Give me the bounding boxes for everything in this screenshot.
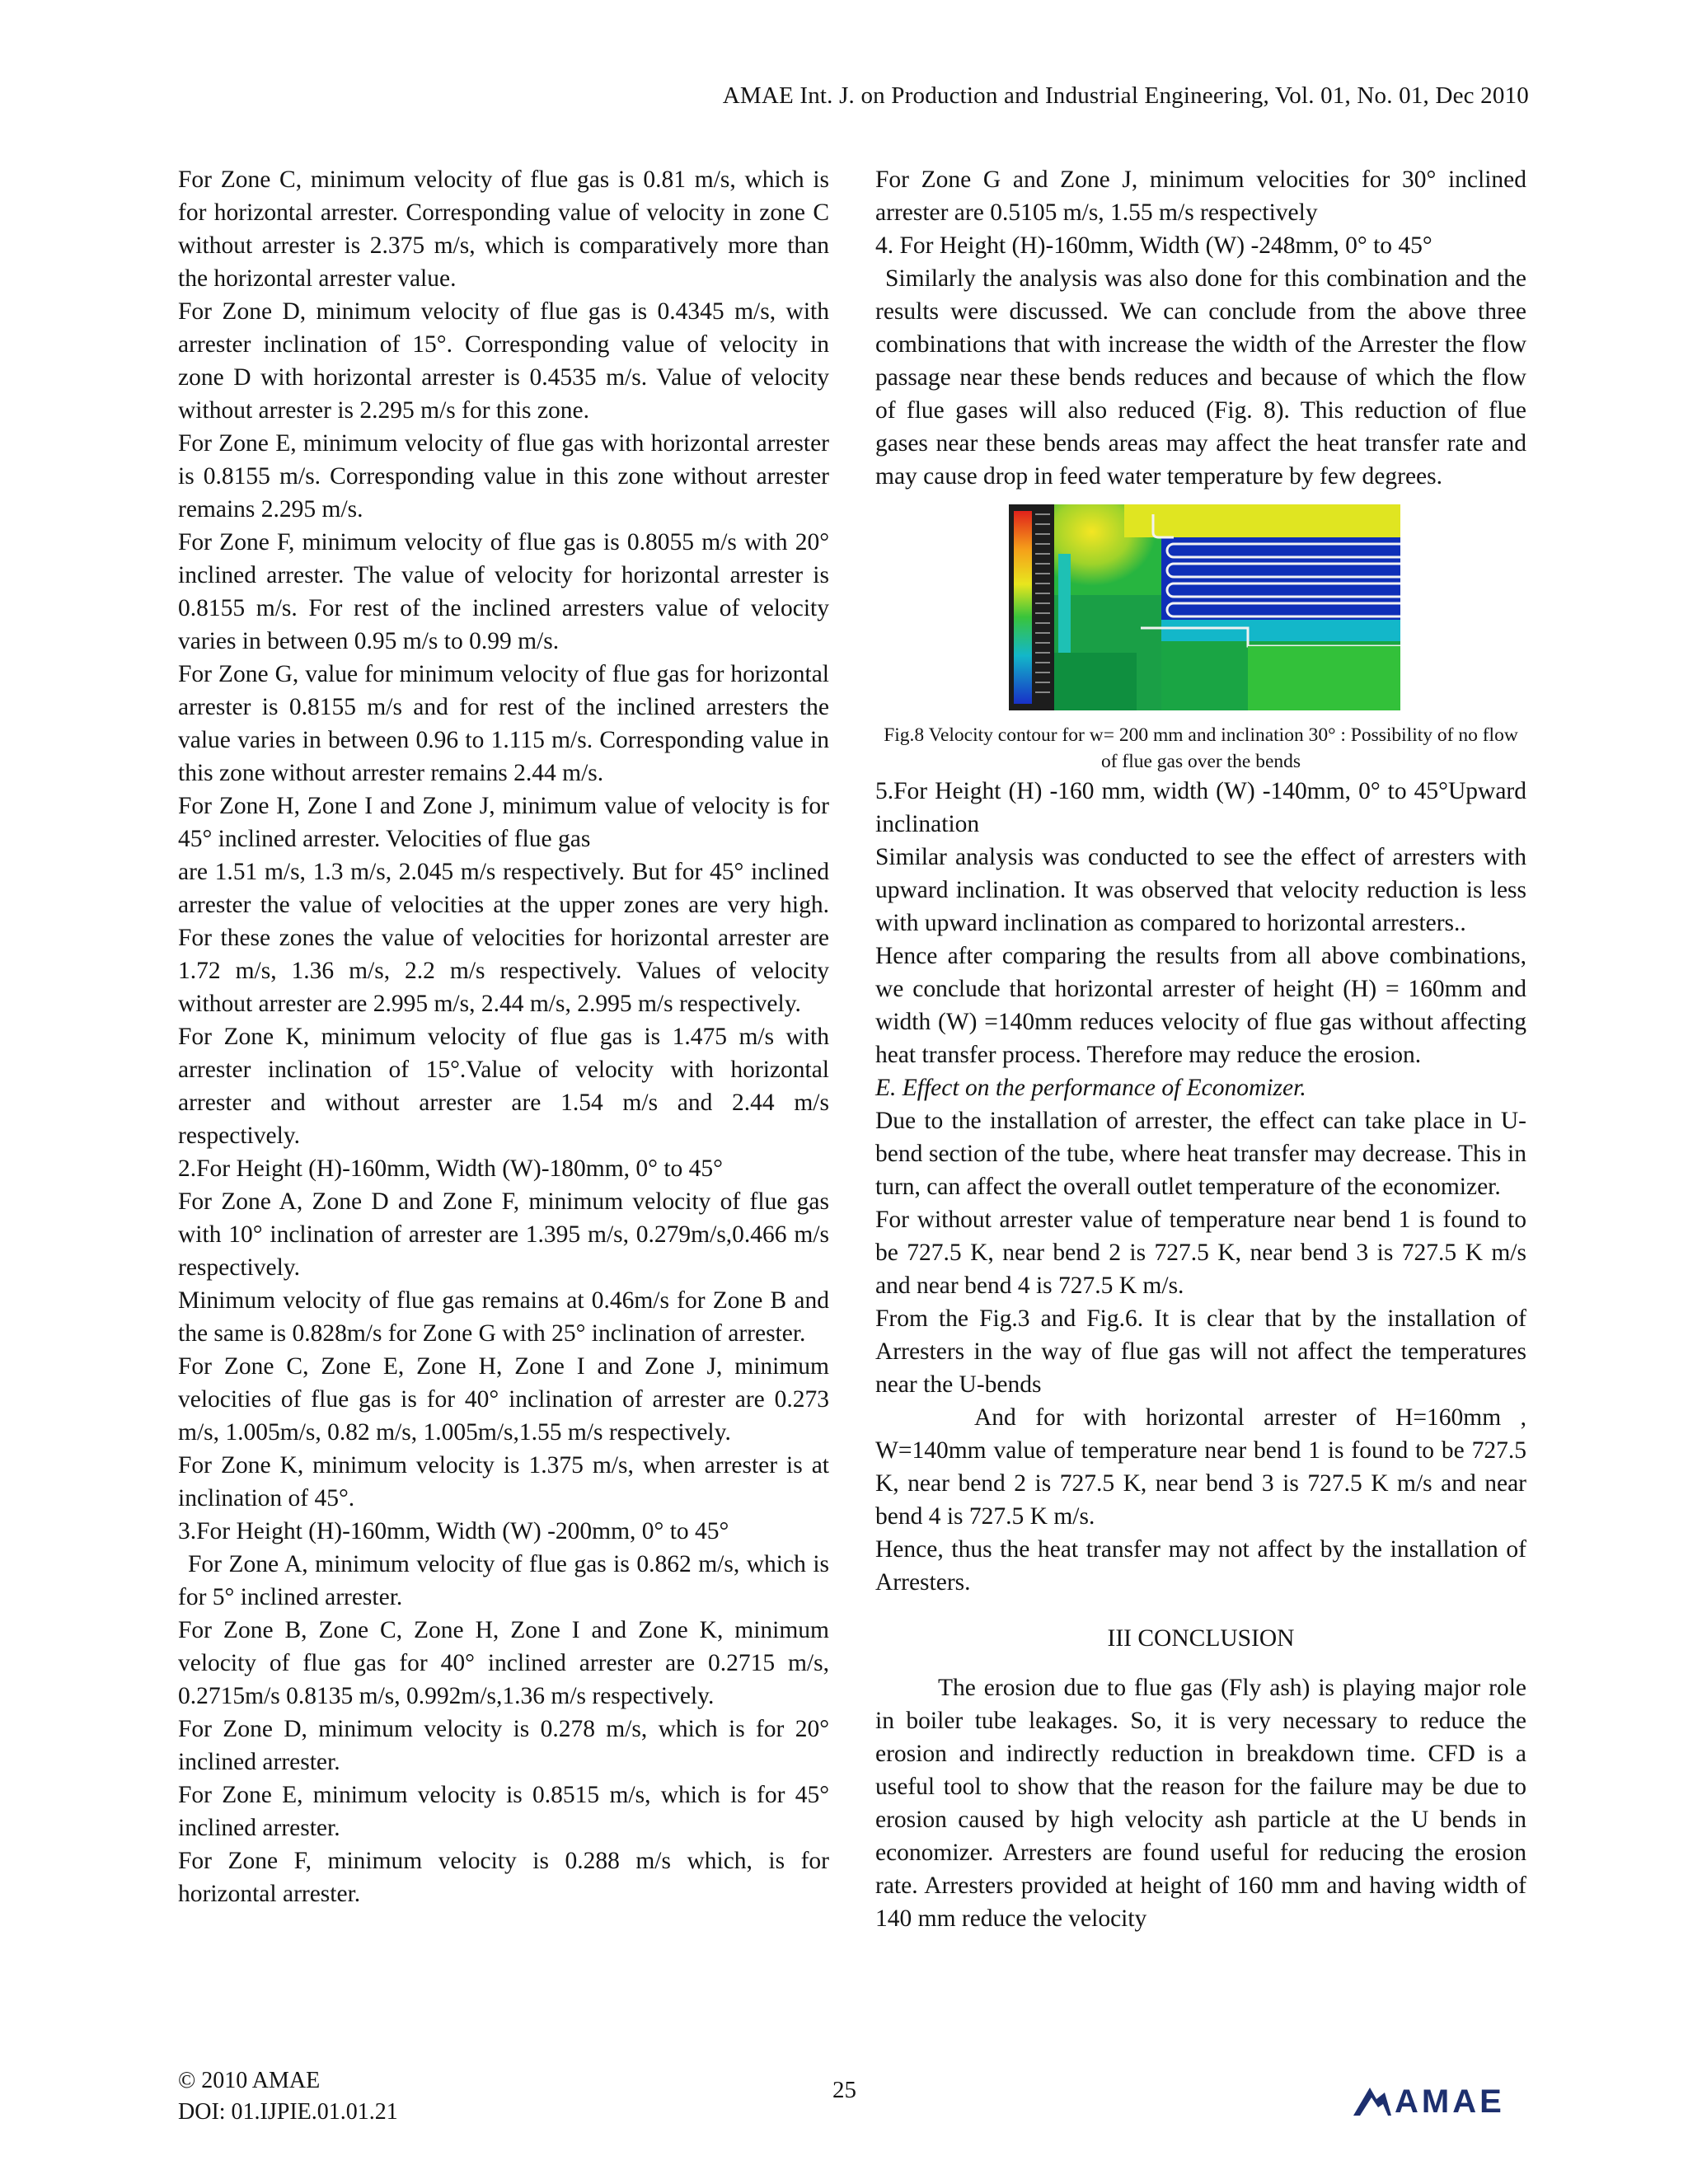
logo-text: AMAE — [1395, 2083, 1505, 2120]
paragraph: For without arrester value of temperature near bend 1 is found to be 727.5 K, near bend 2 is 727.5 K, near bend 3 is 727.5 K m/s and near bend 4 is 727.5 K m/s. — [875, 1207, 1526, 1299]
paragraph: For Zone D, minimum velocity of flue gas is 0.4345 m/s, with arrester inclination of 15°. Corresponding value of velocity in zone D with horizontal arrester is 0.4535 m/s. Value of velocity without arrester is 2.295 m/s for this zone. — [178, 298, 829, 424]
paragraph: For Zone A, Zone D and Zone F, minimum velocity of flue gas with 10° inclination of arrester are 1.395 m/s, 0.279m/s,0.466 m/s respectively. — [178, 1188, 829, 1281]
paragraph: For Zone G and Zone J, minimum velocities for 30° inclined arrester are 0.5105 m/s, 1.55 m/s respectively — [875, 166, 1526, 226]
paragraph: For Zone E, minimum velocity is 0.8515 m/s, which is for 45° inclined arrester. — [178, 1782, 829, 1841]
paragraph: Due to the installation of arrester, the effect can take place in U-bend section of the tube, where heat transfer may decrease. This in turn, can affect the overall outlet temperature of the economizer. — [875, 1108, 1526, 1200]
paragraph: For Zone A, minimum velocity of flue gas is 0.862 m/s, which is for 5° inclined arrester. — [178, 1551, 829, 1610]
page-number: 25 — [832, 2077, 856, 2103]
left-column — [178, 163, 829, 1910]
figure-caption: Fig.8 Velocity contour for w= 200 mm and inclination 30° : Possibility of no flow of flue gas over the bends — [884, 724, 1518, 772]
contour-plot-image — [1009, 504, 1400, 710]
paragraph: For Zone F, minimum velocity is 0.288 m/s which, is for horizontal arrester. — [178, 1848, 829, 1907]
amae-logo — [1352, 2083, 1525, 2121]
paragraph: Similar analysis was conducted to see the effect of arresters with upward inclination. It was observed that velocity reduction is less with upward inclination as compared to horizontal arresters.. — [875, 844, 1526, 936]
logo-mark-icon — [1352, 2083, 1393, 2121]
paragraph: For Zone H, Zone I and Zone J, minimum value of velocity is for 45° inclined arrester. Velocities of flue gas — [178, 793, 829, 852]
subsection-heading: 4. For Height (H)-160mm, Width (W) -248mm, 0° to 45° — [875, 232, 1432, 259]
paragraph: And for with horizontal arrester of H=160mm , W=140mm value of temperature near bend 1 is found to be 727.5 K, near bend 2 is 727.5 K, near bend 3 is 727.5 K m/s and near bend 4 is 727.5 K m/s. — [875, 1404, 1526, 1530]
subsection-heading: 5.For Height (H) -160 mm, width (W) -140mm, 0° to 45°Upward inclination — [875, 778, 1526, 837]
footer-left — [178, 2065, 398, 2128]
section-heading: III CONCLUSION — [1107, 1625, 1295, 1652]
right-column — [875, 163, 1526, 1935]
paragraph: For Zone F, minimum velocity of flue gas is 0.8055 m/s with 20° inclined arrester. The value of velocity for horizontal arrester is 0.8155 m/s. For rest of the inclined arresters value of velocity varies in between 0.95 m/s to 0.99 m/s. — [178, 529, 829, 654]
journal-header: AMAE Int. J. on Production and Industrial Engineering, Vol. 01, No. 01, Dec 2010 — [722, 82, 1529, 109]
paragraph: The erosion due to flue gas (Fly ash) is playing major role in boiler tube leakages. So, it is very necessary to reduce the erosion and indirectly reduction in breakdown time. CFD is a useful tool to show that the reason for the failure may be due to erosion caused by high velocity ash particle at the U bends in economizer. Arresters are found useful for reducing the erosion rate. Arresters provided at height of 160 mm and having width of 140 mm reduce the velocity — [875, 1675, 1526, 1932]
paragraph: For Zone K, minimum velocity is 1.375 m/s, when arrester is at inclination of 45°. — [178, 1452, 829, 1511]
subsection-heading: 2.For Height (H)-160mm, Width (W)-180mm, 0° to 45° — [178, 1155, 723, 1182]
paragraph: For Zone D, minimum velocity is 0.278 m/s, which is for 20° inclined arrester. — [178, 1716, 829, 1775]
doi: DOI: 01.IJPIE.01.01.21 — [178, 2099, 398, 2125]
paragraph: For Zone C, minimum velocity of flue gas is 0.81 m/s, which is for horizontal arrester. Corresponding value of velocity in zone C without arrester is 2.375 m/s, which is comparatively more than the horizontal arrester value. — [178, 166, 829, 292]
paragraph: For Zone E, minimum velocity of flue gas with horizontal arrester is 0.8155 m/s. Corresponding value in this zone without arrester remains 2.295 m/s. — [178, 430, 829, 523]
paragraph: For Zone K, minimum velocity of flue gas is 1.475 m/s with arrester inclination of 15°.Value of velocity with horizontal arrester and without arrester are 1.54 m/s and 2.44 m/s respectively. — [178, 1024, 829, 1149]
copyright: © 2010 AMAE — [178, 2068, 321, 2093]
paragraph: From the Fig.3 and Fig.6. It is clear that by the installation of Arresters in the way of flue gas will not affect the temperatures near the U-bends — [875, 1305, 1526, 1398]
paragraph: For Zone C, Zone E, Zone H, Zone I and Zone J, minimum velocities of flue gas is for 40° inclination of arrester are 0.273 m/s, 1.005m/s, 0.82 m/s, 1.005m/s,1.55 m/s respectively. — [178, 1353, 829, 1446]
paragraph: are 1.51 m/s, 1.3 m/s, 2.045 m/s respectively. But for 45° inclined arrester the value of velocities at the upper zones are very high. For these zones the value of velocities for horizontal arrester are 1.72 m/s, 1.36 m/s, 2.2 m/s respectively. Values of velocity without arrester are 2.995 m/s, 2.44 m/s, 2.995 m/s respectively. — [178, 859, 829, 1017]
paragraph: For Zone B, Zone C, Zone H, Zone I and Zone K, minimum velocity of flue gas for 40° inclined arrester are 0.2715 m/s, 0.2715m/s 0.8135 m/s, 0.992m/s,1.36 m/s respectively. — [178, 1617, 829, 1709]
subsection-heading: E. Effect on the performance of Economizer. — [875, 1075, 1306, 1101]
paragraph: Hence after comparing the results from all above combinations, we conclude that horizontal arrester of height (H) = 160mm and width (W) =140mm reduces velocity of flue gas without affecting heat transfer process. Therefore may reduce the erosion. — [875, 943, 1526, 1068]
velocity-contour-figure — [1009, 504, 1400, 710]
paragraph: Hence, thus the heat transfer may not affect by the installation of Arresters. — [875, 1536, 1526, 1596]
paragraph: For Zone G, value for minimum velocity of flue gas for horizontal arrester is 0.8155 m/s and for rest of the inclined arresters the value varies in between 0.96 to 1.115 m/s. Corresponding value in this zone without arrester remains 2.44 m/s. — [178, 661, 829, 786]
paragraph: Similarly the analysis was also done for this combination and the results were discussed. We can conclude from the above three combinations that with increase the width of the Arrester the flow passage near these bends reduces and because of which the flow of flue gases will also reduced (Fig. 8). This reduction of flue gases near these bends areas may affect the heat transfer rate and may cause drop in feed water temperature by few degrees. — [875, 265, 1526, 490]
paragraph: Minimum velocity of flue gas remains at 0.46m/s for Zone B and the same is 0.828m/s for Zone G with 25° inclination of arrester. — [178, 1287, 829, 1347]
subsection-heading: 3.For Height (H)-160mm, Width (W) -200mm, 0° to 45° — [178, 1518, 729, 1544]
